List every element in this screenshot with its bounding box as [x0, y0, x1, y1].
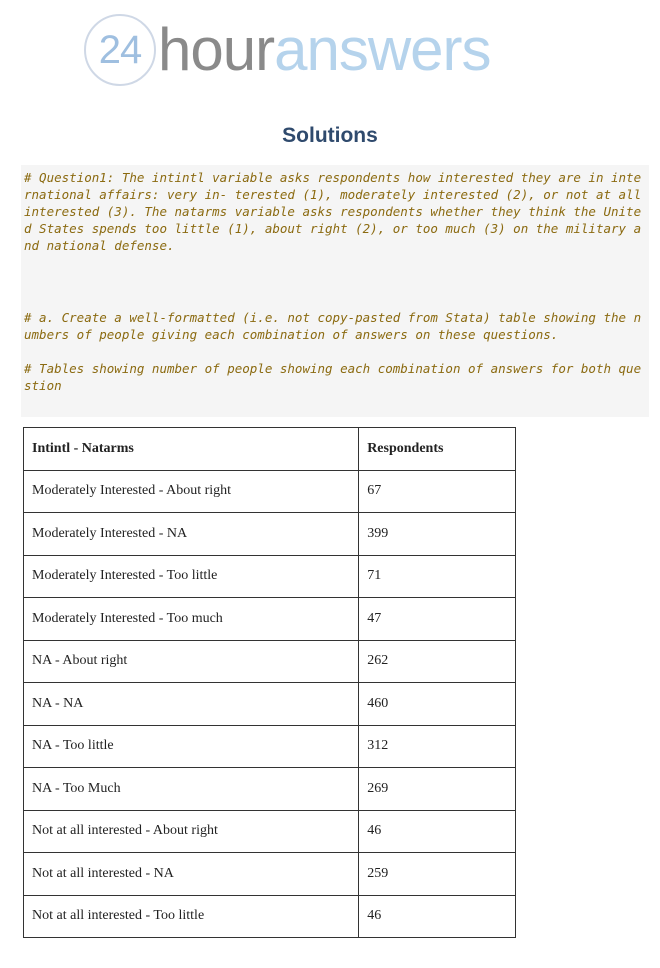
respondent-count: 259 — [359, 853, 516, 896]
logo-wordmark — [158, 16, 491, 83]
answer-combination: Not at all interested - NA — [24, 853, 359, 896]
answer-combination: NA - Too Much — [24, 768, 359, 811]
respondent-count: 399 — [359, 513, 516, 556]
answer-combination: NA - About right — [24, 640, 359, 683]
table-row — [24, 555, 516, 598]
question-text: # Question1: The intintl variable asks respondents how interested they are in international affairs: very in- terested (1), moderately interested (2), or not at all interested (3). The natarms variable asks respondents whether they think the United States spends too little (1), about right (2), or too much (3) on the military and national defense. — [24, 170, 642, 253]
code-block — [21, 165, 649, 417]
answer-combination: NA - Too little — [24, 725, 359, 768]
table-caption: # Tables showing number of people showing each combination of answers for both question — [24, 361, 642, 393]
respondent-count: 460 — [359, 683, 516, 726]
table-row — [24, 895, 516, 938]
answer-combination: Moderately Interested - Too little — [24, 555, 359, 598]
task-text: # a. Create a well-formatted (i.e. not copy-pasted from Stata) table showing the numbers of people giving each combination of answers on these questions. — [24, 310, 642, 342]
table-row — [24, 598, 516, 641]
answer-combination: NA - NA — [24, 683, 359, 726]
table-row — [24, 640, 516, 683]
table-row — [24, 853, 516, 896]
table-row — [24, 513, 516, 556]
respondent-count: 67 — [359, 470, 516, 513]
header-intintl-natarms: Intintl - Natarms — [24, 428, 359, 471]
respondent-count: 47 — [359, 598, 516, 641]
respondent-count: 71 — [359, 555, 516, 598]
answer-combination: Moderately Interested - NA — [24, 513, 359, 556]
answer-combination: Moderately Interested - About right — [24, 470, 359, 513]
respondent-count: 262 — [359, 640, 516, 683]
logo-word-answers: answers — [274, 16, 491, 83]
answer-combination: Not at all interested - About right — [24, 810, 359, 853]
page-title: Solutions — [282, 124, 378, 147]
respondent-count: 312 — [359, 725, 516, 768]
table-row — [24, 683, 516, 726]
table-row — [24, 470, 516, 513]
respondent-count: 269 — [359, 768, 516, 811]
logo-number-badge: 24 — [84, 14, 156, 86]
header-respondents: Respondents — [359, 428, 516, 471]
respondents-table — [23, 427, 516, 938]
table-row — [24, 810, 516, 853]
answer-combination: Moderately Interested - Too much — [24, 598, 359, 641]
respondent-count: 46 — [359, 810, 516, 853]
table-header-row — [24, 428, 516, 471]
table-row — [24, 768, 516, 811]
logo — [84, 10, 491, 90]
answer-combination: Not at all interested - Too little — [24, 895, 359, 938]
table-row — [24, 725, 516, 768]
logo-word-hour: hour — [158, 16, 275, 83]
respondent-count: 46 — [359, 895, 516, 938]
